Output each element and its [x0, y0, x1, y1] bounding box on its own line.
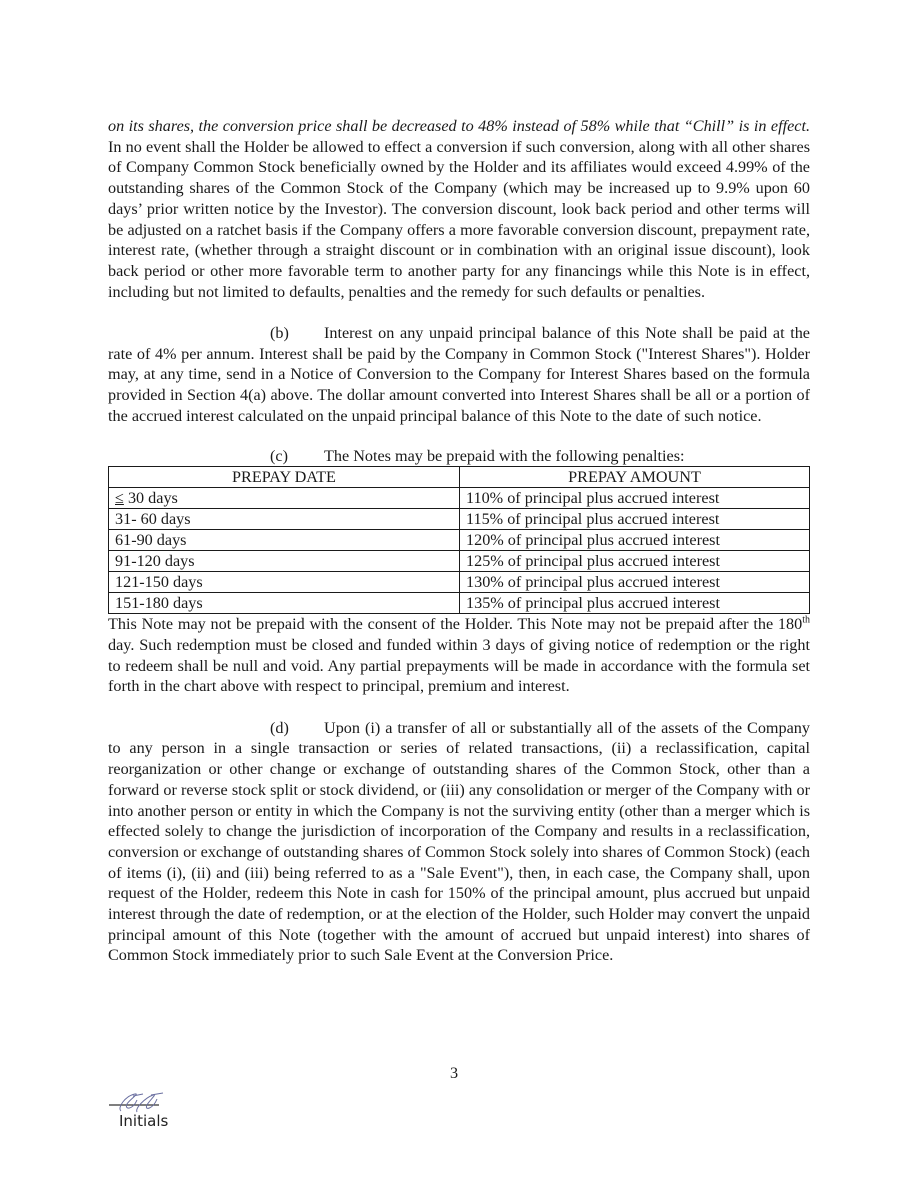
prepay-date-cell: 121-150 days	[109, 572, 460, 593]
prepay-amount-cell: 135% of principal plus accrued interest	[460, 593, 810, 614]
table-row	[109, 530, 810, 551]
section-c-text: The Notes may be prepaid with the following penalties:	[324, 447, 685, 466]
table-header-row	[109, 467, 810, 488]
prepay-date-cell: ≤ 30 days	[109, 488, 460, 509]
prepay-penalty-table	[108, 466, 810, 614]
prepay-date-cell: 151-180 days	[109, 593, 460, 614]
section-a-continuation	[108, 116, 810, 302]
prepay-amount-cell: 110% of principal plus accrued interest	[460, 488, 810, 509]
prepay-amount-cell: 115% of principal plus accrued interest	[460, 509, 810, 530]
signature-scribble-icon	[107, 1090, 177, 1114]
section-d-paragraph	[108, 718, 810, 966]
prepay-amount-cell: 130% of principal plus accrued interest	[460, 572, 810, 593]
table-row	[109, 572, 810, 593]
section-b-label: (b)	[270, 324, 289, 343]
initials-signature-block	[107, 1090, 177, 1136]
prepayment-terms-paragraph: This Note may not be prepaid with the consent of the Holder. This Note may not be prepaid after the 180th day. Such redemption must be closed and funded within 3 days of giving notice of redemption or the right to redeem shall be null and void. Any partial prepayments will be made in accordance with the formula set forth in the chart above with respect to principal, premium and interest.	[108, 614, 810, 696]
table-row	[109, 509, 810, 530]
prepay-amount-cell: 125% of principal plus accrued interest	[460, 551, 810, 572]
less-equal-symbol: ≤	[115, 488, 124, 507]
section-d-text: Upon (i) a transfer of all or substantially all of the assets of the Company to any person in a single transaction or series of related transactions, (ii) a reclassification, capital reorganization or other change or exchange of outstanding shares of the Common Stock, other than a forward or reverse stock split or stock dividend, or (iii) any consolidation or merger of the Company with or into another person or entity in which the Company is not the surviving entity (other than a merger which is effected solely to change the jurisdiction of incorporation of the Company and results in a reclassification, conversion or exchange of outstanding shares of Common Stock solely into shares of Common Stock) (each of items (i), (ii) and (iii) being referred to as a "Sale Event"), then, in each case, the Company shall, upon request of the Holder, redeem this Note in cash for 150% of the principal amount, plus accrued but unpaid interest through the date of redemption, or at the election of the Holder, such Holder may convert the unpaid principal amount of this Note (together with the amount of accrued but unpaid interest) into shares of Common Stock immediately prior to such Sale Event at the Conversion Price.	[108, 718, 810, 965]
section-b-text: Interest on any unpaid principal balance of this Note shall be paid at the rate of 4% per annum. Interest shall be paid by the Company in Common Stock ("Interest Shares"). Holder may, at any time, send in a Notice of Conversion to the Company for Interest Shares based on the formula provided in Section 4(a) above. The dollar amount converted into Interest Shares shall be all or a portion of the accrued interest calculated on the unpaid principal balance of this Note to the date of such notice.	[108, 324, 810, 425]
conversion-limit-text: In no event shall the Holder be allowed to effect a conversion if such conversion, along with all other shares of Company Common Stock beneficially owned by the Holder and its affiliates would exceed 4.99% of the outstanding shares of the Common Stock of the Company (which may be increased up to 9.9% upon 60 days’ prior written notice by the Investor). The conversion discount, look back period and other terms will be adjusted on a ratchet basis if the Company offers a more favorable conversion discount, prepayment rate, interest rate, (whether through a straight discount or in combination with an original issue discount), look back period or other more favorable term to another party for any financings while this Note is in effect, including but not limited to defaults, penalties and the remedy for such defaults or penalties.	[108, 137, 810, 301]
chill-clause: on its shares, the conversion price shall be decreased to 48% instead of 58% while that “Chill” is in effect.	[108, 117, 810, 135]
table-row	[109, 593, 810, 614]
table-row	[109, 551, 810, 572]
ordinal-suffix: th	[802, 614, 810, 626]
prepay-date-cell: 91-120 days	[109, 551, 460, 572]
section-c-intro	[108, 447, 810, 466]
table-row	[109, 488, 810, 509]
initials-label: Initials	[119, 1112, 169, 1130]
section-d-label: (d)	[270, 718, 289, 737]
section-c-label: (c)	[270, 447, 288, 466]
prepay-date-cell: 31- 60 days	[109, 509, 460, 530]
document-page	[108, 116, 810, 966]
section-b-paragraph	[108, 323, 810, 427]
header-prepay-amount: PREPAY AMOUNT	[460, 467, 810, 488]
prepay-amount-cell: 120% of principal plus accrued interest	[460, 530, 810, 551]
prepay-date-cell: 61-90 days	[109, 530, 460, 551]
page-number: 3	[450, 1064, 459, 1082]
header-prepay-date: PREPAY DATE	[109, 467, 460, 488]
